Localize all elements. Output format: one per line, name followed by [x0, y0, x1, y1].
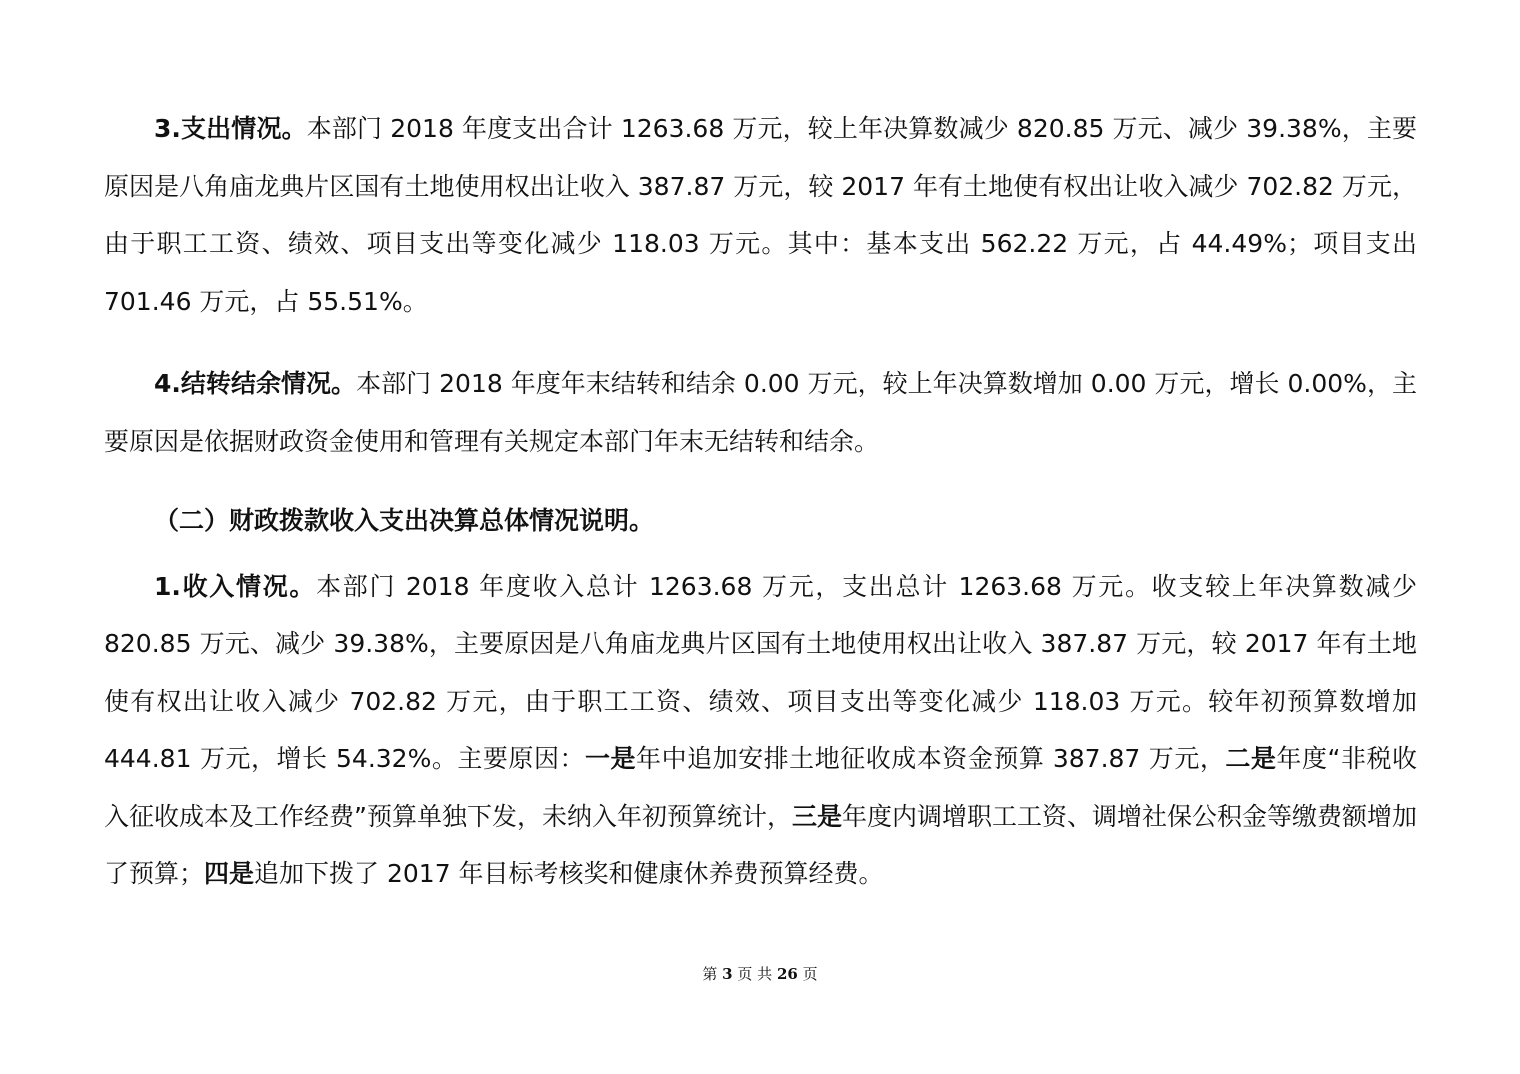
paragraph-text: 本部门 2018 年度年末结转和结余 0.00 万元，较上年决算数增加 0.00 万元，增长 0.00%，主要原因是依据财政资金使用和管理有关规定本部门年末无结转和结余。 [104, 369, 1417, 456]
footer-page-number: 3 [722, 965, 733, 983]
footer-suffix: 页 [802, 965, 818, 983]
keyword-third: 三是 [791, 801, 842, 831]
keyword-fourth: 四是 [204, 859, 255, 888]
paragraph-income [104, 558, 1417, 903]
keyword-first: 一是 [585, 744, 637, 773]
footer-middle: 页 共 [737, 965, 773, 983]
paragraph-text: 本部门 2018 年度收入总计 1263.68 万元，支出总计 1263.68 万元。收支较上年决算数减少 820.85 万元、减少 39.38%，主要原因是八角庙龙典片区国有土地使用权出让收入 387.87 万元，较 2017 年有土地使有权出让收入减少 702.82 万元，由于职工工资、绩效、项目支出等变化减少 118.03 万元。较年初预算数增加 444.81 万元，增长 54.32%。主要原因： [104, 571, 1417, 773]
paragraph-lead: 4.结转结余情况。 [154, 369, 357, 398]
document-body [104, 100, 1417, 903]
section-heading: （二）财政拨款收入支出决算总体情况说明。 [154, 506, 655, 535]
page-footer [0, 962, 1520, 986]
paragraph-text: 年度内调增职工工资、调增社保公积金等缴费额增加了预算； [104, 801, 1417, 888]
paragraph-text: 年度“非税收入征收成本及工作经费”预算单独下发，未纳入年初预算统计， [104, 744, 1417, 831]
paragraph-carryover [104, 355, 1417, 470]
paragraph-lead: 1.收入情况。 [154, 571, 317, 601]
paragraph-text: 年中追加安排土地征收成本资金预算 387.87 万元， [636, 744, 1226, 773]
footer-total-pages: 26 [776, 965, 798, 983]
paragraph-expenditure [104, 100, 1417, 330]
paragraph-text: 追加下拨了 2017 年目标考核奖和健康休养费预算经费。 [254, 859, 884, 888]
footer-prefix: 第 [702, 965, 718, 983]
paragraph-lead: 3.支出情况。 [154, 114, 307, 143]
keyword-second: 二是 [1225, 744, 1277, 773]
paragraph-text: 本部门 2018 年度支出合计 1263.68 万元，较上年决算数减少 820.85 万元、减少 39.38%，主要原因是八角庙龙典片区国有土地使用权出让收入 387.87 万元，较 2017 年有土地使有权出让收入减少 702.82 万元，由于职工工资、绩效、项目支出等变化减少 118.03 万元。其中：基本支出 562.22 万元，占 44.49%；项目支出 701.46 万元，占 55.51%。 [104, 114, 1417, 316]
